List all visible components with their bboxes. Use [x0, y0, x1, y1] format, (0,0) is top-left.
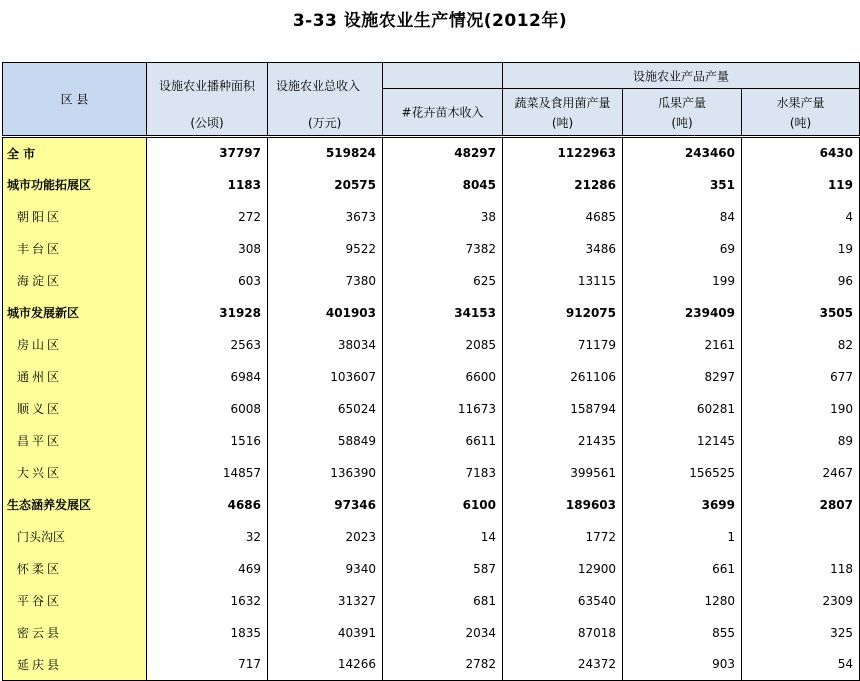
cell-flower: 6100 [383, 489, 503, 521]
cell-area: 1835 [147, 617, 268, 649]
cell-fruit [742, 521, 860, 553]
cell-fruit: 190 [742, 393, 860, 425]
cell-area: 272 [147, 201, 268, 233]
cell-fruit: 118 [742, 553, 860, 585]
cell-veg: 189603 [503, 489, 623, 521]
cell-fruit: 96 [742, 265, 860, 297]
cell-income: 65024 [268, 393, 383, 425]
cell-veg: 87018 [503, 617, 623, 649]
cell-melon: 84 [623, 201, 742, 233]
cell-income: 3673 [268, 201, 383, 233]
row-name: 城市发展新区 [3, 297, 147, 329]
cell-melon: 60281 [623, 393, 742, 425]
cell-area: 6008 [147, 393, 268, 425]
cell-area: 31928 [147, 297, 268, 329]
row-name: 顺义区 [3, 393, 147, 425]
cell-flower: 2034 [383, 617, 503, 649]
cell-veg: 261106 [503, 361, 623, 393]
cell-melon: 1 [623, 521, 742, 553]
row-name: 平谷区 [3, 585, 147, 617]
row-name: 通州区 [3, 361, 147, 393]
cell-fruit: 6430 [742, 137, 860, 169]
cell-melon: 3699 [623, 489, 742, 521]
cell-fruit: 19 [742, 233, 860, 265]
cell-flower: 34153 [383, 297, 503, 329]
cell-area: 2563 [147, 329, 268, 361]
row-name: 房山区 [3, 329, 147, 361]
cell-flower: 2085 [383, 329, 503, 361]
cell-veg: 1772 [503, 521, 623, 553]
cell-flower: 2782 [383, 649, 503, 681]
row-name: 门头沟区 [3, 521, 147, 553]
cell-flower: 7382 [383, 233, 503, 265]
cell-fruit: 3505 [742, 297, 860, 329]
row-name: 大兴区 [3, 457, 147, 489]
cell-flower: 7183 [383, 457, 503, 489]
table-row [3, 521, 860, 553]
table-header [3, 63, 860, 137]
header-area: 设施农业播种面积 (公顷) [147, 63, 268, 137]
cell-income: 103607 [268, 361, 383, 393]
row-name: 城市功能拓展区 [3, 169, 147, 201]
row-name: 海淀区 [3, 265, 147, 297]
row-name: 昌平区 [3, 425, 147, 457]
cell-flower: 11673 [383, 393, 503, 425]
cell-melon: 1280 [623, 585, 742, 617]
table-row [3, 425, 860, 457]
table-row [3, 489, 860, 521]
cell-area: 4686 [147, 489, 268, 521]
cell-veg: 4685 [503, 201, 623, 233]
row-name: 丰台区 [3, 233, 147, 265]
cell-flower: 681 [383, 585, 503, 617]
header-veg: 蔬菜及食用菌产量 (吨) [503, 89, 623, 137]
cell-melon: 199 [623, 265, 742, 297]
cell-flower: 625 [383, 265, 503, 297]
cell-fruit: 2807 [742, 489, 860, 521]
cell-melon: 243460 [623, 137, 742, 169]
table-row [3, 617, 860, 649]
cell-income: 14266 [268, 649, 383, 681]
cell-income: 20575 [268, 169, 383, 201]
row-name: 朝阳区 [3, 201, 147, 233]
cell-income: 2023 [268, 521, 383, 553]
cell-fruit: 82 [742, 329, 860, 361]
header-melon: 瓜果产量 (吨) [623, 89, 742, 137]
cell-veg: 63540 [503, 585, 623, 617]
cell-veg: 21435 [503, 425, 623, 457]
cell-melon: 2161 [623, 329, 742, 361]
cell-income: 97346 [268, 489, 383, 521]
cell-melon: 239409 [623, 297, 742, 329]
cell-income: 9522 [268, 233, 383, 265]
cell-veg: 21286 [503, 169, 623, 201]
cell-veg: 24372 [503, 649, 623, 681]
cell-fruit: 2309 [742, 585, 860, 617]
table-row [3, 553, 860, 585]
cell-area: 14857 [147, 457, 268, 489]
cell-income: 519824 [268, 137, 383, 169]
row-name: 生态涵养发展区 [3, 489, 147, 521]
cell-veg: 3486 [503, 233, 623, 265]
table-row [3, 265, 860, 297]
cell-income: 9340 [268, 553, 383, 585]
cell-area: 603 [147, 265, 268, 297]
table-row [3, 329, 860, 361]
table-row [3, 297, 860, 329]
cell-flower: 48297 [383, 137, 503, 169]
page-title: 3-33 设施农业生产情况(2012年) [292, 11, 568, 31]
cell-income: 38034 [268, 329, 383, 361]
cell-veg: 1122963 [503, 137, 623, 169]
cell-area: 32 [147, 521, 268, 553]
header-income: 设施农业总收入 (万元) [268, 63, 383, 137]
cell-area: 469 [147, 553, 268, 585]
cell-area: 308 [147, 233, 268, 265]
cell-area: 1183 [147, 169, 268, 201]
cell-flower: 14 [383, 521, 503, 553]
row-name: 密云县 [3, 617, 147, 649]
cell-income: 7380 [268, 265, 383, 297]
cell-veg: 13115 [503, 265, 623, 297]
header-income-spacer [383, 63, 503, 89]
cell-income: 58849 [268, 425, 383, 457]
cell-veg: 12900 [503, 553, 623, 585]
cell-area: 1632 [147, 585, 268, 617]
row-name: 延庆县 [3, 649, 147, 681]
cell-melon: 855 [623, 617, 742, 649]
table-row [3, 201, 860, 233]
header-product-group: 设施农业产品产量 [503, 63, 860, 89]
cell-melon: 12145 [623, 425, 742, 457]
table-row [3, 233, 860, 265]
agriculture-table [2, 62, 860, 681]
table-row [3, 649, 860, 681]
cell-melon: 156525 [623, 457, 742, 489]
table-row [3, 169, 860, 201]
table-body [3, 137, 860, 681]
cell-flower: 6600 [383, 361, 503, 393]
cell-veg: 912075 [503, 297, 623, 329]
cell-melon: 69 [623, 233, 742, 265]
header-flower: #花卉苗木收入 [383, 89, 503, 137]
cell-fruit: 677 [742, 361, 860, 393]
row-name: 怀柔区 [3, 553, 147, 585]
cell-area: 1516 [147, 425, 268, 457]
cell-veg: 71179 [503, 329, 623, 361]
cell-area: 6984 [147, 361, 268, 393]
cell-fruit: 119 [742, 169, 860, 201]
cell-fruit: 2467 [742, 457, 860, 489]
cell-fruit: 54 [742, 649, 860, 681]
table-row [3, 457, 860, 489]
cell-flower: 38 [383, 201, 503, 233]
cell-flower: 8045 [383, 169, 503, 201]
cell-melon: 351 [623, 169, 742, 201]
cell-melon: 661 [623, 553, 742, 585]
table-row [3, 137, 860, 169]
cell-veg: 399561 [503, 457, 623, 489]
cell-income: 136390 [268, 457, 383, 489]
cell-flower: 587 [383, 553, 503, 585]
cell-area: 717 [147, 649, 268, 681]
cell-melon: 8297 [623, 361, 742, 393]
cell-income: 40391 [268, 617, 383, 649]
table-row [3, 393, 860, 425]
row-name: 全 市 [3, 137, 147, 169]
cell-fruit: 89 [742, 425, 860, 457]
cell-veg: 158794 [503, 393, 623, 425]
cell-flower: 6611 [383, 425, 503, 457]
table-row [3, 361, 860, 393]
cell-income: 31327 [268, 585, 383, 617]
cell-fruit: 325 [742, 617, 860, 649]
cell-income: 401903 [268, 297, 383, 329]
header-region: 区 县 [3, 63, 147, 137]
cell-fruit: 4 [742, 201, 860, 233]
cell-area: 37797 [147, 137, 268, 169]
cell-melon: 903 [623, 649, 742, 681]
table-row [3, 585, 860, 617]
header-fruit: 水果产量 (吨) [742, 89, 860, 137]
